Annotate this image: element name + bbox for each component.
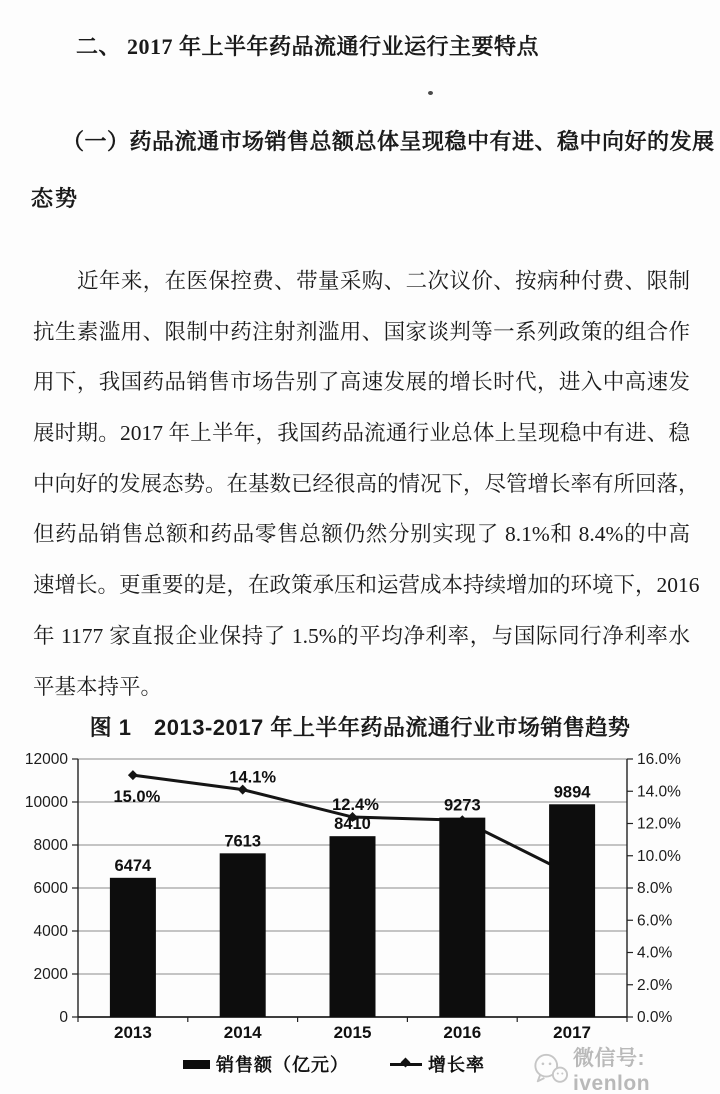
svg-text:9273: 9273 <box>443 796 481 815</box>
legend-item-growth <box>390 1050 485 1078</box>
svg-text:8.0%: 8.0% <box>637 880 673 897</box>
svg-text:12000: 12000 <box>24 751 68 768</box>
svg-text:6.0%: 6.0% <box>637 912 673 930</box>
paragraph-line: 但药品销售总额和药品零售总额仍然分别实现了 8.1%和 8.4%的中高 <box>33 522 690 547</box>
legend-label-sales: 销售额（亿元） <box>216 1055 349 1075</box>
svg-text:14.1%: 14.1% <box>229 768 277 787</box>
wechat-icon <box>533 1052 568 1086</box>
svg-text:8000: 8000 <box>33 837 68 854</box>
subsection-heading-line2: 态势 <box>31 186 80 211</box>
legend-item-sales <box>183 1050 349 1078</box>
svg-text:12.0%: 12.0% <box>637 815 681 833</box>
svg-text:15.0%: 15.0% <box>113 788 161 807</box>
paragraph-line: 平基本持平。 <box>33 674 163 699</box>
bar-swatch-icon <box>183 1060 210 1069</box>
svg-text:0.0%: 0.0% <box>637 1009 673 1026</box>
svg-text:2014: 2014 <box>223 1023 262 1042</box>
watermark-text: 微信号: ivenlon <box>573 1047 651 1094</box>
svg-text:14.0%: 14.0% <box>637 783 681 801</box>
paragraph-line: 近年来，在医保控费、带量采购、二次议价、按病种付费、限制 <box>77 269 690 293</box>
svg-text:4000: 4000 <box>33 923 68 940</box>
svg-text:2013: 2013 <box>113 1023 152 1042</box>
svg-text:9894: 9894 <box>553 783 591 802</box>
svg-text:2017: 2017 <box>553 1023 592 1042</box>
paragraph-line: 用下，我国药品销售市场告别了高速发展的增长时代，进入中高速发 <box>33 370 690 395</box>
paragraph-line: 展时期。2017 年上半年，我国药品流通行业总体上呈现稳中有进、稳 <box>33 421 690 446</box>
svg-text:16.0%: 16.0% <box>637 751 681 768</box>
paragraph-line: 年 1177 家直报企业保持了 1.5%的平均净利率，与国际同行净利率水 <box>33 623 690 648</box>
subsection-heading-line1: （一）药品流通市场销售总额总体呈现稳中有进、稳中向好的发展 <box>62 129 715 154</box>
svg-text:2.0%: 2.0% <box>637 976 673 994</box>
svg-text:6000: 6000 <box>33 880 68 897</box>
scan-speck <box>428 91 433 95</box>
svg-text:4.0%: 4.0% <box>637 944 673 962</box>
line-marker-icon <box>390 1063 422 1066</box>
sales-trend-chart <box>0 745 720 1045</box>
svg-text:2016: 2016 <box>443 1023 482 1042</box>
svg-text:2015: 2015 <box>333 1023 372 1042</box>
wechat-watermark <box>533 1042 720 1094</box>
svg-text:7613: 7613 <box>224 832 262 851</box>
figure-caption: 图 1 2013-2017 年上半年药品流通行业市场销售趋势 <box>89 715 631 740</box>
legend-label-growth: 增长率 <box>428 1055 485 1075</box>
svg-text:2000: 2000 <box>33 966 68 983</box>
svg-text:0: 0 <box>59 1009 68 1026</box>
svg-text:6474: 6474 <box>114 856 152 875</box>
paragraph-line: 速增长。更重要的是，在政策承压和运营成本持续增加的环境下，2016 <box>33 573 700 598</box>
svg-text:10.0%: 10.0% <box>637 847 681 865</box>
paragraph-line: 中向好的发展态势。在基数已经很高的情况下，尽管增长率有所回落， <box>33 471 700 496</box>
paragraph-line: 抗生素滥用、限制中药注射剂滥用、国家谈判等一系列政策的组合作 <box>33 319 690 344</box>
section-heading: 二、 2017 年上半年药品流通行业运行主要特点 <box>76 34 540 59</box>
body-paragraph <box>33 256 700 712</box>
svg-text:8410: 8410 <box>334 815 371 834</box>
svg-text:12.4%: 12.4% <box>332 796 379 815</box>
svg-text:10000: 10000 <box>24 794 68 811</box>
